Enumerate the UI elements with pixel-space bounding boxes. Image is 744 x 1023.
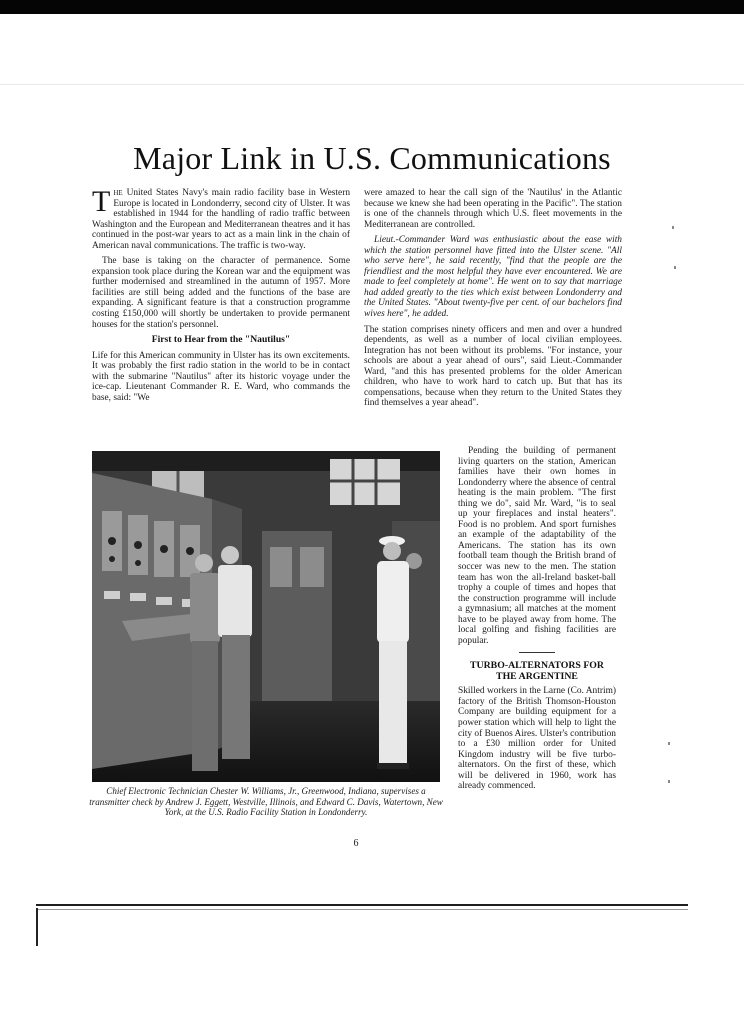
technician-figure-1	[190, 554, 220, 771]
photo-illustration	[92, 451, 440, 782]
scan-corner-mark	[36, 908, 38, 946]
section-divider	[519, 652, 555, 653]
scan-speck	[668, 742, 670, 745]
subheading-nautilus: First to Hear from the "Nautilus"	[151, 334, 291, 346]
page-number: 6	[353, 838, 359, 849]
intro-text: United States Navy's main radio facility base in Western Europe is located in Londonderry, second city of Ulster. It was established in 1944 for the handling of radio traffic between Washington and the European and Mediterranean theatres and it has continued in the post-war years to act as a main link in the chain of American naval communications. The traffic is two-way.	[92, 188, 351, 251]
article-column-right	[458, 446, 616, 797]
intro-paragraph	[92, 185, 351, 251]
intro-smallcaps: he	[113, 188, 123, 198]
technician-figure-2	[218, 546, 252, 759]
subheading-turbo-alternators	[458, 660, 616, 682]
subheading-line-2: THE ARGENTINE	[496, 671, 578, 683]
scan-bottom-rule	[36, 904, 688, 906]
paragraph-permanence: The base is taking on the character of permanence. Some expansion took place during the Korean war and the equipment was further modernised and streamlined in the autumn of 1957. More facilities are still being added and the functions of the base are expanding. A significant feature is that a construction programme costing £150,000 will shortly be undertaken to provide permanent houses for the station's personnel.	[92, 256, 350, 330]
paragraph-excitements: Life for this American community in Ulster has its own excitements. It was probably the first radio station in the world to be in contact with the submarine "Nautilus" after its historic voyage under the ice-cap. Lieutenant Commander R. E. Ward, who commands the base, said: "We	[92, 350, 350, 403]
paragraph-station-staff: The station comprises ninety officers and men and over a hundred dependents, as well as a number of local civilian employees. Integration has not been without its problems. "For instance, your schools are about a year ahead of ours", said Lieut.-Commander Ward, "and this has presented problems for the older American children, who have to work hard to catch up. But that has its compensations, because when they return to the United States they find themselves a year ahead".	[364, 324, 622, 409]
drop-cap: T	[92, 185, 111, 218]
scan-bottom-rule-secondary	[36, 909, 688, 910]
scan-speck	[668, 780, 670, 783]
scan-top-border	[0, 0, 744, 14]
paragraph-living-quarters: Pending the building of permanent living quarters on the station, American families have their own homes in Londonderry where the absence of central heating is the main problem. "The first thing we do", said Mr. Ward, "is to seal up your fireplaces and instal heaters". Food is no problem. And sport furnishes an example of the adaptability of the Americans. The station has its own football team though the British brand of soccer was new to the men. The station team has won the all-Ireland basket-ball trophy a couple of times and hopes that the construction programme will include a gymnasium; all matches at the moment have to be played away from home. The local golfing and fishing facilities are popular.	[458, 446, 616, 646]
scan-page-edge	[0, 84, 744, 85]
paragraph-larne-factory: Skilled workers in the Larne (Co. Antrim) factory of the British Thomson-Houston Company are building equipment for a power station which will help to light the city of Buenos Aires. Ulster's contribution to a £30 million order for United Kingdom industry will be five turbo-alternators. On the first of these, which will be delivered in 1960, work has already commenced.	[458, 686, 616, 792]
paragraph-ward-quote: Lieut.-Commander Ward was enthusiastic about the ease with which the station personnel have fitted into the Ulster scene. "All who serve here", he said recently, "find that the people are the friendliest and the most helpful they have ever encountered. We are made to feel completely at home". He went on to say that marriage had added greatly to the ties which exist between Londonderry and the United States. "About twenty-five per cent. of our bachelors find wives here", he added.	[364, 235, 622, 320]
article-column-middle	[364, 188, 622, 414]
chief-technician-figure	[377, 536, 409, 769]
photo-caption: Chief Electronic Technician Chester W. Williams, Jr., Greenwood, Indiana, supervises a transmitter check by Andrew J. Eggett, Westville, Illinois, and Edward C. Davis, Watertown, New York, at the U.S. Radio Facility Station in Londonderry.	[89, 786, 443, 818]
subheading-line-1: TURBO-ALTERNATORS FOR	[469, 660, 604, 672]
scan-speck	[674, 266, 676, 269]
scan-speck	[672, 226, 674, 229]
transmitter-room-photo	[92, 451, 440, 782]
paragraph-nautilus-call: were amazed to hear the call sign of the 'Nautilus' in the Atlantic because we knew she had been operating in the Pacific". The station is one of the channels through which U.S. fleet movements in the Mediterranean are controlled.	[364, 188, 622, 230]
page-title: Major Link in U.S. Communications	[133, 140, 611, 176]
article-column-left	[92, 185, 351, 408]
